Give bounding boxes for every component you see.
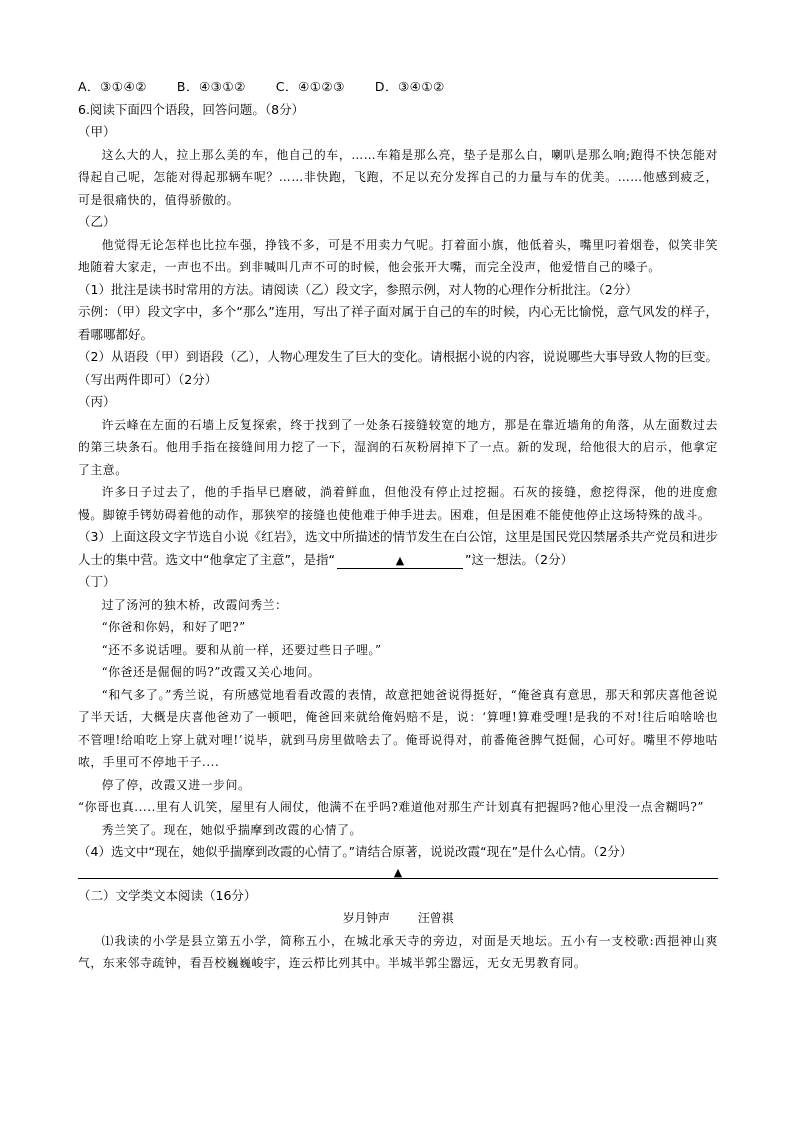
triangle-marker-icon: ▲ (393, 865, 403, 879)
article-title: 岁月钟声 (342, 911, 390, 925)
passage-jia-label: （甲） (78, 124, 116, 139)
dialogue-line: 过了汤河的独木桥，改霞问秀兰： (101, 597, 288, 612)
passage-yi-label: （乙） (78, 214, 116, 229)
sub-question-3-text-a: （3）上面这段文字节选自小说《红岩》，选文中所描述的情节发生在白公馆，这里是国民党囚禁屠杀共产党员和进步人士的集中营。选文中“他拿定了主意”，是指“ (78, 529, 718, 567)
passage-bing-label: （丙） (78, 394, 116, 409)
article-para-1: ⑴我读的小学是县立第五小学，简称五小，在城北承天寺的旁边，对面是天地坛。五小有一支校歌:西挹神山爽气，东来邻寺疏钟，看吾校巍巍峻宇，连云栉比列其中。半城半郭尘嚣远，无女无男教育同。 (78, 933, 718, 970)
dialogue-line: “你爸和你妈，和好了吧?” (101, 620, 246, 634)
dialogue-para-6: 停了停，改霞又进一步问。 (101, 777, 251, 792)
option-a: A．③①④② (78, 79, 147, 94)
sub-question-2: （2）从语段（甲）到语段（乙），人物心理发生了巨大的变化。请根据小说的内容，说说哪些大事导致人物的巨变。（写出两件即可）（2分） (78, 349, 718, 387)
section-2-heading: （二）文学类文本阅读（16分） (78, 887, 257, 903)
passage-jia-text: 这么大的人，拉上那么美的车，他自己的车，……车箱是那么亮，垫子是那么白，喇叭是那么响;跑得不快怎能对得起自己呢，怎能对得起那辆车呢？……非快跑，飞跑，不足以充分发挥自己的力量与车的优美。……他感到疲乏，可是很痛快的，值得骄傲的。 (78, 147, 718, 207)
article-author: 汪曾祺 (417, 911, 454, 925)
dialogue-para-8: 秀兰笑了。现在，她似乎揣摩到改霞的心情了。 (101, 822, 362, 837)
answer-blank-3[interactable] (337, 553, 463, 569)
passage-bing-para-1: 许云峰在左面的石墙上反复探索，终于找到了一处条石接缝较宽的地方，那是在靠近墙角的角落，从左面数过去的第三块条石。他用手指在接缝间用力挖了一下，湿润的石灰粉屑掉下了一点。新的发现，给他很大的启示，他拿定了主意。 (78, 417, 718, 477)
sub-question-4: （4）选文中“现在，她似乎揣摩到改霞的心情了。”请结合原著，说说改霞“现在”是什么心情。（2分） (78, 844, 633, 859)
passage-bing-para-2: 许多日子过去了，他的手指早已磨破，淌着鲜血，但他没有停止过挖掘。石灰的接缝，愈挖得深，他的进度愈慢。脚镣手铐妨碍着他的动作，那狭窄的接缝也使他难于伸手进去。困难，但是困难不能使他停止这场特殊的战斗。 (78, 485, 718, 522)
option-d: D．③④①② (374, 79, 445, 94)
example-answer: 示例：（甲）段文字中，多个“那么”连用，写出了祥子面对属于自己的车的时候，内心无比愉悦，意气风发的样子，看哪哪都好。 (78, 304, 718, 342)
answer-options (78, 76, 718, 99)
dialogue-line: “你爸还是倔倔的吗?”改霞又关心地问。 (101, 665, 321, 679)
exam-page (78, 76, 718, 975)
sub-question-3 (78, 526, 718, 571)
option-b: B．④③①② (176, 79, 246, 94)
dialogue-para-5: “和气多了。”秀兰说，有所感觉地看看改霞的表情，故意把她爸说得挺好，“俺爸真有意思，那天和郭庆喜他爸说了半天话，大概是庆喜他爸劝了一顿吧，俺爸回来就给俺妈赔不是，说：‘算哩!算难受哩!是我的不对!往后咱啥啥也不管哩!给咱吃上穿上就对哩!’说毕，就到马房里做啥去了。俺哥说得对，前番俺爸脾气挺倔，心可好。嘴里不停地咕哝，手里可不停地干子.... (78, 687, 718, 769)
passage-ding-label: （丁） (78, 574, 116, 589)
sub-question-1: （1）批注是读书时常用的方法。请阅读（乙）段文字，参照示例，对人物的心理作分析批注。（2分） (78, 281, 638, 297)
passage-yi-text: 他觉得无论怎样也比拉车强，挣钱不多，可是不用卖力气呢。打着面小旗，他低着头，嘴里叼着烟卷，似笑非笑地随着大家走，一声也不出。到非喊叫几声不可的时候，他会张开大嘴，而完全没声，他爱惜自己的嗓子。 (78, 237, 718, 274)
answer-blank-4[interactable] (78, 864, 718, 879)
passage-ding (78, 594, 718, 842)
dialogue-line: “还不多说话哩。要和从前一样，还要过些日子哩。” (101, 642, 382, 657)
option-c: C．④①②③ (275, 79, 345, 94)
article-title-line (78, 907, 718, 930)
triangle-marker-icon: ▲ (395, 553, 405, 567)
dialogue-para-7: “你哥也真.....里有人讥笑，屋里有人闹仗，他满不在乎吗?难道他对那生产计划真有把握吗?他心里没一点舍糊吗?” (78, 800, 705, 814)
sub-question-3-text-b: ”这一想法。（2分） (464, 551, 574, 567)
question-6-heading: 6.阅读下面四个语段，回答问题。（8分） (78, 101, 305, 117)
